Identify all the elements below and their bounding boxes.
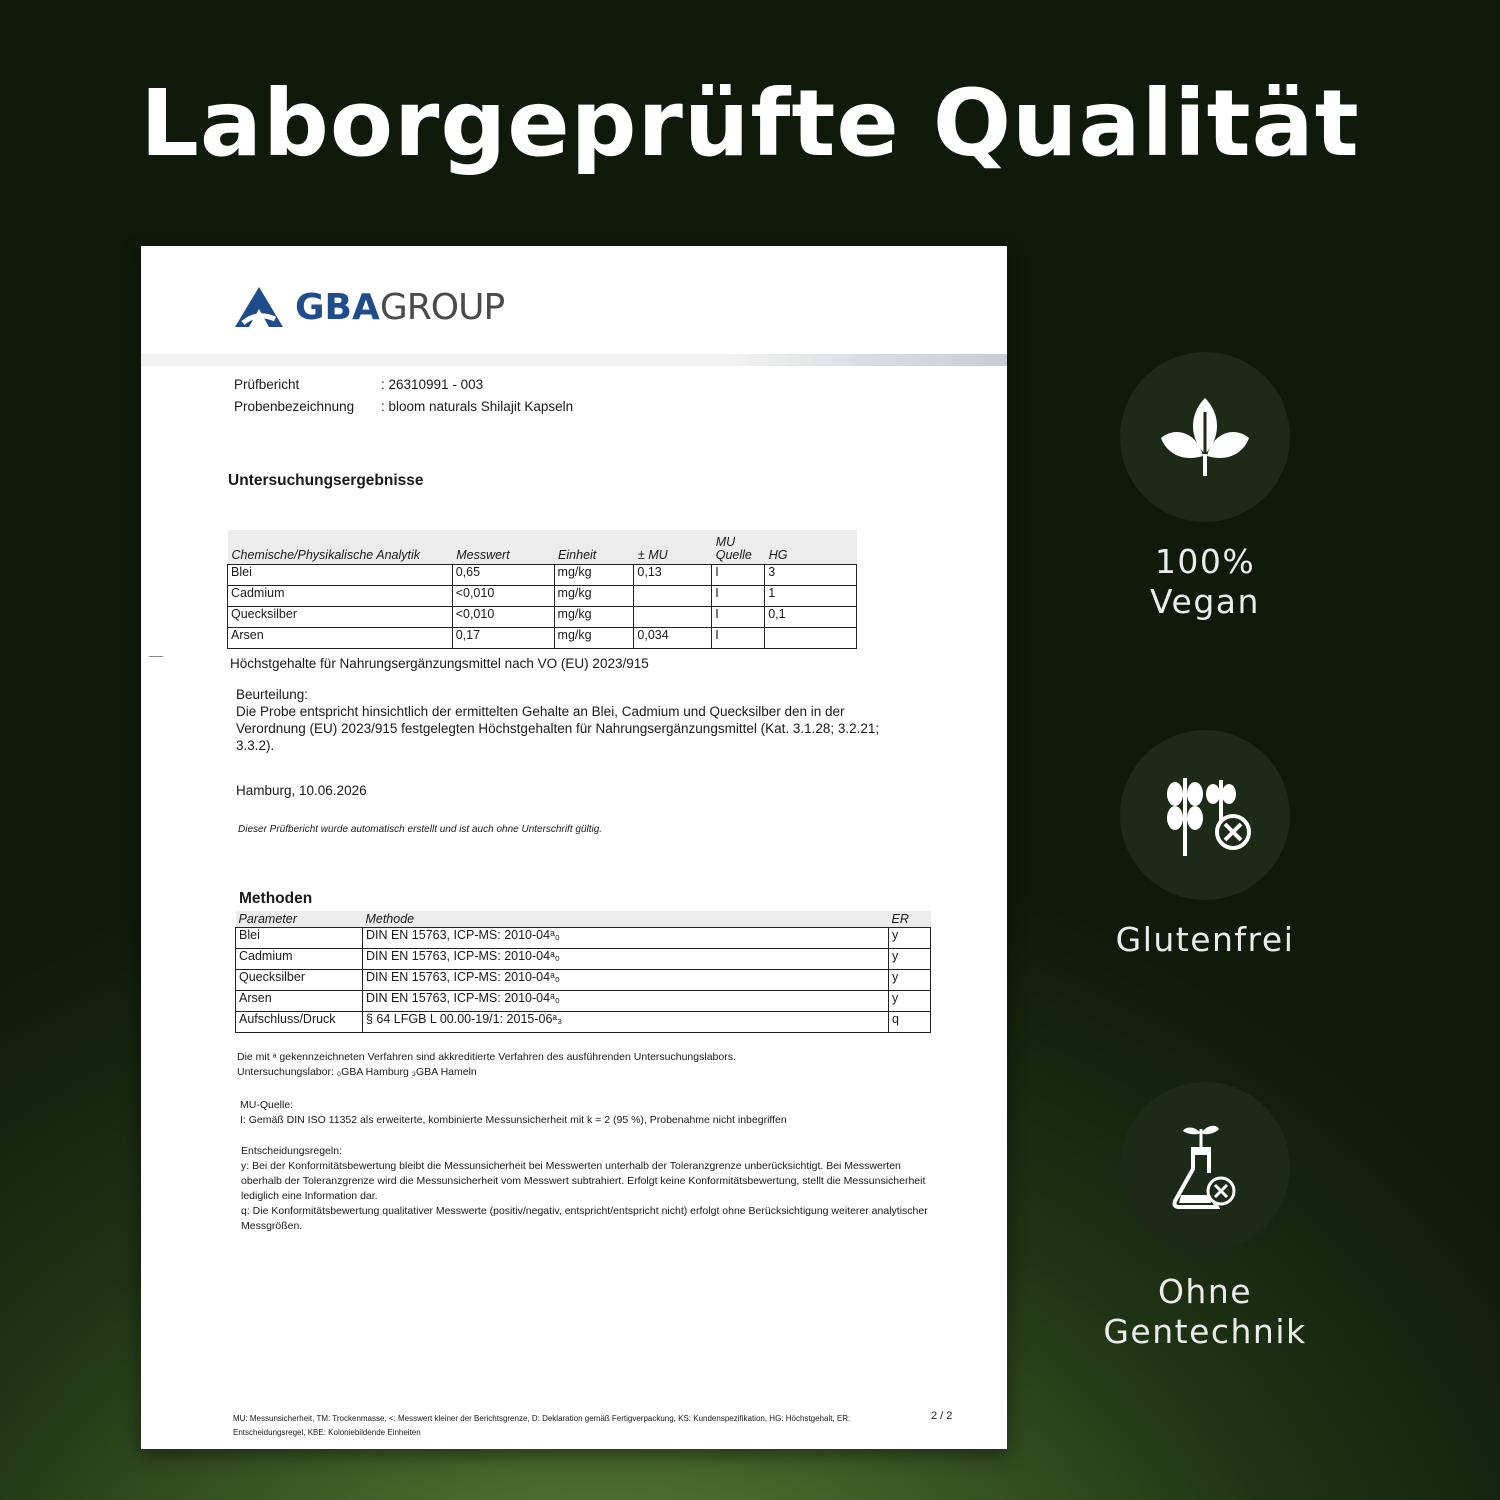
table-cell: 0,13 — [634, 565, 712, 586]
methods-header-cell: ER — [889, 911, 931, 928]
table-cell: mg/kg — [554, 628, 634, 649]
methods-table — [235, 911, 931, 1033]
table-cell: Blei — [228, 565, 453, 586]
methods-header-row — [236, 911, 931, 928]
table-cell: 3 — [765, 565, 857, 586]
badge-label — [1080, 542, 1330, 622]
results-footnote: Höchstgehalte für Nahrungsergänzungsmittel nach VO (EU) 2023/915 — [230, 656, 649, 671]
table-row — [236, 970, 931, 991]
badge-label-line2: Gentechnik — [1103, 1312, 1307, 1351]
results-header-cell: ± MU — [634, 530, 712, 565]
meta-key: Prüfbericht — [234, 377, 300, 392]
meta-value: : bloom naturals Shilajit Kapseln — [381, 399, 574, 414]
meta-row-report — [234, 374, 573, 396]
table-cell — [634, 586, 712, 607]
table-row — [228, 628, 857, 649]
results-header-cell: HG — [765, 530, 857, 565]
table-cell: § 64 LFGB L 00.00-19/1: 2015-06ᵃ₃ — [362, 1012, 888, 1033]
badge-label — [1080, 920, 1330, 960]
logo-group-text: GROUP — [379, 286, 505, 328]
table-cell: DIN EN 15763, ICP-MS: 2010-04ᵃ₀ — [362, 991, 888, 1012]
table-cell: Aufschluss/Druck — [236, 1012, 363, 1033]
gba-logo-mark-icon — [235, 285, 287, 329]
meta-value: : 26310991 - 003 — [381, 377, 484, 392]
gmo-free-flask-icon — [1155, 1117, 1255, 1217]
badge-label-line1: Ohne — [1157, 1272, 1253, 1311]
methods-header-cell: Methode — [362, 911, 888, 928]
table-cell: Cadmium — [228, 586, 453, 607]
table-row — [228, 607, 857, 628]
results-title: Untersuchungsergebnisse — [228, 472, 424, 489]
auto-generated-note: Dieser Prüfbericht wurde automatisch erstellt und ist auch ohne Unterschrift gültig. — [238, 824, 603, 835]
badge-circle — [1120, 1082, 1290, 1252]
accreditation-notes — [237, 1050, 877, 1080]
gluten-free-icon — [1155, 770, 1255, 860]
results-header-cell: Messwert — [452, 530, 554, 565]
assessment-text: Die Probe entspricht hinsichtlich der ermittelten Gehalte an Blei, Cadmium und Quecksilber den in der Verordnung (EU) 2023/915 festgelegten Höchstgehalten für Nahrungsergänzungsmittel (Kat. 3.1.28; 3.2.21; 3.3.2). — [236, 704, 880, 753]
results-header-cell: Einheit — [554, 530, 634, 565]
header-divider — [141, 354, 1007, 366]
leaf-icon — [1155, 392, 1255, 482]
margin-mark — [149, 656, 163, 657]
table-cell: y — [889, 949, 931, 970]
results-table — [227, 530, 857, 649]
page-headline: Laborgeprüfte Qualität — [140, 70, 1360, 177]
accredited-note: Die mit ᵃ gekennzeichneten Verfahren sind akkreditierte Verfahren des ausführenden Untersuchungslabors. — [237, 1051, 736, 1063]
table-cell: mg/kg — [554, 565, 634, 586]
methods-header-cell: Parameter — [236, 911, 363, 928]
badge-circle — [1120, 730, 1290, 900]
table-cell: Arsen — [236, 991, 363, 1012]
document-footer: MU: Messunsicherheit, TM: Trockenmasse, <: Messwert kleiner der Berichtsgrenze, D: Deklaration gemäß Fertigverpackung, KS: Kundenspezifikation, HG: Höchstgehalt, ER: Entscheidungsregel, KBE: Koloniebildende Einheiten — [233, 1414, 851, 1437]
badge-label — [1080, 1272, 1330, 1352]
table-row — [236, 949, 931, 970]
table-cell: 0,1 — [765, 607, 857, 628]
table-cell: 0,65 — [452, 565, 554, 586]
rule-q: q: Die Konformitätsbewertung qualitativer Messwerte (positiv/negativ, entspricht/entspricht nicht) erfolgt ohne Berücksichtigung weiterer analytischer Messgrößen. — [241, 1205, 928, 1232]
results-header-cell: Chemische/Physikalische Analytik — [228, 530, 453, 565]
assessment-label: Beurteilung: — [236, 687, 309, 702]
table-cell: I — [712, 565, 765, 586]
assessment — [236, 686, 916, 754]
table-cell — [634, 607, 712, 628]
lab-note: Untersuchungslabor: ₀GBA Hamburg ₃GBA Hameln — [237, 1066, 477, 1078]
place-date: Hamburg, 10.06.2026 — [236, 783, 367, 798]
table-cell: 0,17 — [452, 628, 554, 649]
badge-gmo-free — [1080, 1082, 1330, 1352]
table-cell: y — [889, 928, 931, 949]
badge-gluten-free — [1080, 730, 1330, 960]
table-cell: mg/kg — [554, 586, 634, 607]
table-cell: Cadmium — [236, 949, 363, 970]
rules-label: Entscheidungsregeln: — [241, 1145, 342, 1157]
table-row — [236, 928, 931, 949]
table-cell: y — [889, 970, 931, 991]
report-meta — [234, 374, 573, 418]
table-cell: <0,010 — [452, 586, 554, 607]
decision-rules — [241, 1144, 931, 1234]
meta-key: Probenbezeichnung — [234, 399, 355, 414]
table-cell: Quecksilber — [228, 607, 453, 628]
methods-title: Methoden — [239, 890, 313, 907]
results-header-cell: MU Quelle — [712, 530, 765, 565]
table-cell: q — [889, 1012, 931, 1033]
table-cell: Arsen — [228, 628, 453, 649]
table-cell: DIN EN 15763, ICP-MS: 2010-04ᵃ₀ — [362, 949, 888, 970]
mu-source-notes — [240, 1098, 920, 1128]
table-cell: DIN EN 15763, ICP-MS: 2010-04ᵃ₀ — [362, 970, 888, 991]
table-cell: Quecksilber — [236, 970, 363, 991]
table-cell: <0,010 — [452, 607, 554, 628]
table-cell: Blei — [236, 928, 363, 949]
table-cell — [765, 628, 857, 649]
badge-vegan — [1080, 352, 1330, 622]
table-row — [228, 586, 857, 607]
table-row — [236, 1012, 931, 1033]
gba-group-logo — [235, 282, 504, 332]
mu-text: I: Gemäß DIN ISO 11352 als erweiterte, kombinierte Messunsicherheit mit k = 2 (95 %), Probenahme nicht inbegriffen — [240, 1114, 787, 1126]
results-header-row — [228, 530, 857, 565]
page-number: 2 / 2 — [931, 1410, 953, 1422]
rule-y: y: Bei der Konformitätsbewertung bleibt die Messunsicherheit bei Messwerten unterhalb der Toleranzgrenze unberücksichtigt. Bei Messwerten oberhalb der Toleranzgrenze wird die Messunsicherheit vom Messwert subtrahiert. Erfolgt keine Konformitätsbewertung, stellt die Messunsicherheit lediglich eine Information dar. — [241, 1160, 926, 1202]
meta-row-sample — [234, 396, 573, 418]
table-cell: I — [712, 628, 765, 649]
table-cell: 1 — [765, 586, 857, 607]
table-cell: 0,034 — [634, 628, 712, 649]
table-cell: I — [712, 607, 765, 628]
table-cell: y — [889, 991, 931, 1012]
table-row — [236, 991, 931, 1012]
lab-report-document — [141, 246, 1007, 1449]
logo-gba-text: GBA — [295, 286, 380, 328]
badge-circle — [1120, 352, 1290, 522]
badge-label-line1: Glutenfrei — [1115, 920, 1295, 959]
badge-label-line2: Vegan — [1150, 582, 1260, 621]
mu-label: MU-Quelle: — [240, 1099, 294, 1111]
badge-label-line1: 100% — [1154, 542, 1256, 581]
table-cell: mg/kg — [554, 607, 634, 628]
table-cell: DIN EN 15763, ICP-MS: 2010-04ᵃ₀ — [362, 928, 888, 949]
table-row — [228, 565, 857, 586]
table-cell: I — [712, 586, 765, 607]
